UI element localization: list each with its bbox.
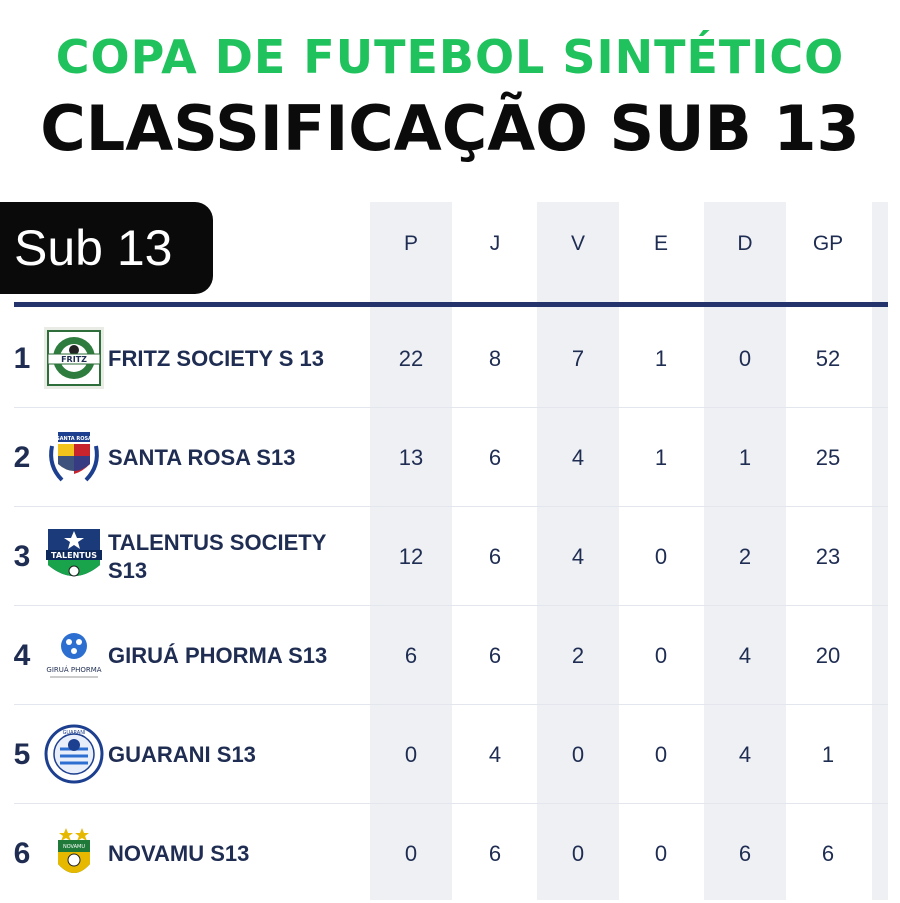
points-cell: 6 [404, 643, 418, 668]
wins-cell: 0 [571, 841, 585, 866]
girua-phorma-logo [44, 624, 104, 686]
losses-cell: 6 [738, 841, 752, 866]
table-row[interactable] [0, 309, 888, 408]
rank-number: 5 [13, 738, 31, 771]
goals-for-cell: 20 [815, 643, 841, 668]
games-cell: 6 [488, 841, 502, 866]
rank-number: 4 [13, 639, 31, 672]
points-cell: 22 [398, 346, 424, 371]
wins-cell: 7 [571, 346, 585, 371]
column-header-p[interactable]: P [403, 232, 418, 255]
team-name: GUARANI S13 [108, 741, 256, 767]
goals-for-cell: 52 [815, 346, 841, 371]
table-row[interactable] [0, 606, 888, 705]
draws-cell: 1 [654, 346, 668, 371]
games-cell: 8 [488, 346, 502, 371]
goals-for-cell: 6 [821, 841, 835, 866]
svg-text:TALENTUS: TALENTUS [51, 551, 97, 560]
points-cell: 13 [398, 445, 424, 470]
guarani-logo [44, 723, 104, 785]
competition-title: COPA DE FUTEBOL SINTÉTICO [55, 30, 845, 84]
santa-rosa-logo [44, 426, 104, 488]
goals-for-cell: 1 [821, 742, 835, 767]
talentus-logo [44, 525, 104, 587]
svg-text:SANTA ROSA: SANTA ROSA [56, 436, 92, 442]
team-name: SANTA ROSA S13 [108, 444, 296, 470]
rank-number: 1 [13, 342, 31, 375]
rank-number: 2 [13, 441, 31, 474]
draws-cell: 0 [654, 544, 668, 569]
draws-cell: 0 [654, 742, 668, 767]
team-name: FRITZ SOCIETY S 13 [108, 345, 324, 371]
wins-cell: 2 [571, 643, 585, 668]
rank-number: 3 [13, 540, 31, 573]
team-name: NOVAMU S13 [108, 840, 250, 866]
losses-cell: 4 [738, 742, 752, 767]
svg-text:GUARANI: GUARANI [62, 730, 86, 736]
novamu-logo [44, 822, 104, 884]
losses-cell: 0 [738, 346, 752, 371]
svg-text:GIRUÁ PHORMA: GIRUÁ PHORMA [46, 666, 102, 674]
draws-cell: 0 [654, 841, 668, 866]
games-cell: 6 [488, 544, 502, 569]
wins-cell: 4 [571, 544, 585, 569]
team-name: GIRUÁ PHORMA S13 [108, 642, 328, 668]
games-cell: 6 [488, 643, 502, 668]
column-header-d[interactable]: D [737, 232, 753, 255]
table-row[interactable] [0, 705, 888, 804]
games-cell: 6 [488, 445, 502, 470]
losses-cell: 4 [738, 643, 752, 668]
games-cell: 4 [488, 742, 502, 767]
team-name: TALENTUS SOCIETY S13 [108, 529, 326, 583]
page-title: CLASSIFICAÇÃO SUB 13 [40, 92, 860, 165]
svg-text:FRITZ: FRITZ [61, 355, 87, 364]
column-header-v[interactable]: V [570, 232, 585, 255]
table-row[interactable] [0, 408, 888, 507]
svg-text:NOVAMU: NOVAMU [62, 844, 86, 850]
table-row[interactable] [0, 507, 888, 606]
points-cell: 12 [398, 544, 424, 569]
goals-for-cell: 23 [815, 544, 841, 569]
draws-cell: 1 [654, 445, 668, 470]
category-badge: Sub 13 [0, 202, 213, 294]
points-cell: 0 [404, 742, 418, 767]
column-header-gp[interactable]: GP [812, 232, 844, 255]
losses-cell: 2 [738, 544, 752, 569]
fritz-logo [44, 327, 104, 389]
wins-cell: 0 [571, 742, 585, 767]
points-cell: 0 [404, 841, 418, 866]
column-header-j[interactable]: J [489, 232, 501, 255]
header-divider [14, 302, 888, 307]
draws-cell: 0 [654, 643, 668, 668]
wins-cell: 4 [571, 445, 585, 470]
column-header-e[interactable]: E [653, 232, 668, 255]
table-row[interactable] [0, 804, 888, 903]
rank-number: 6 [13, 837, 31, 870]
losses-cell: 1 [738, 445, 752, 470]
goals-for-cell: 25 [815, 445, 841, 470]
